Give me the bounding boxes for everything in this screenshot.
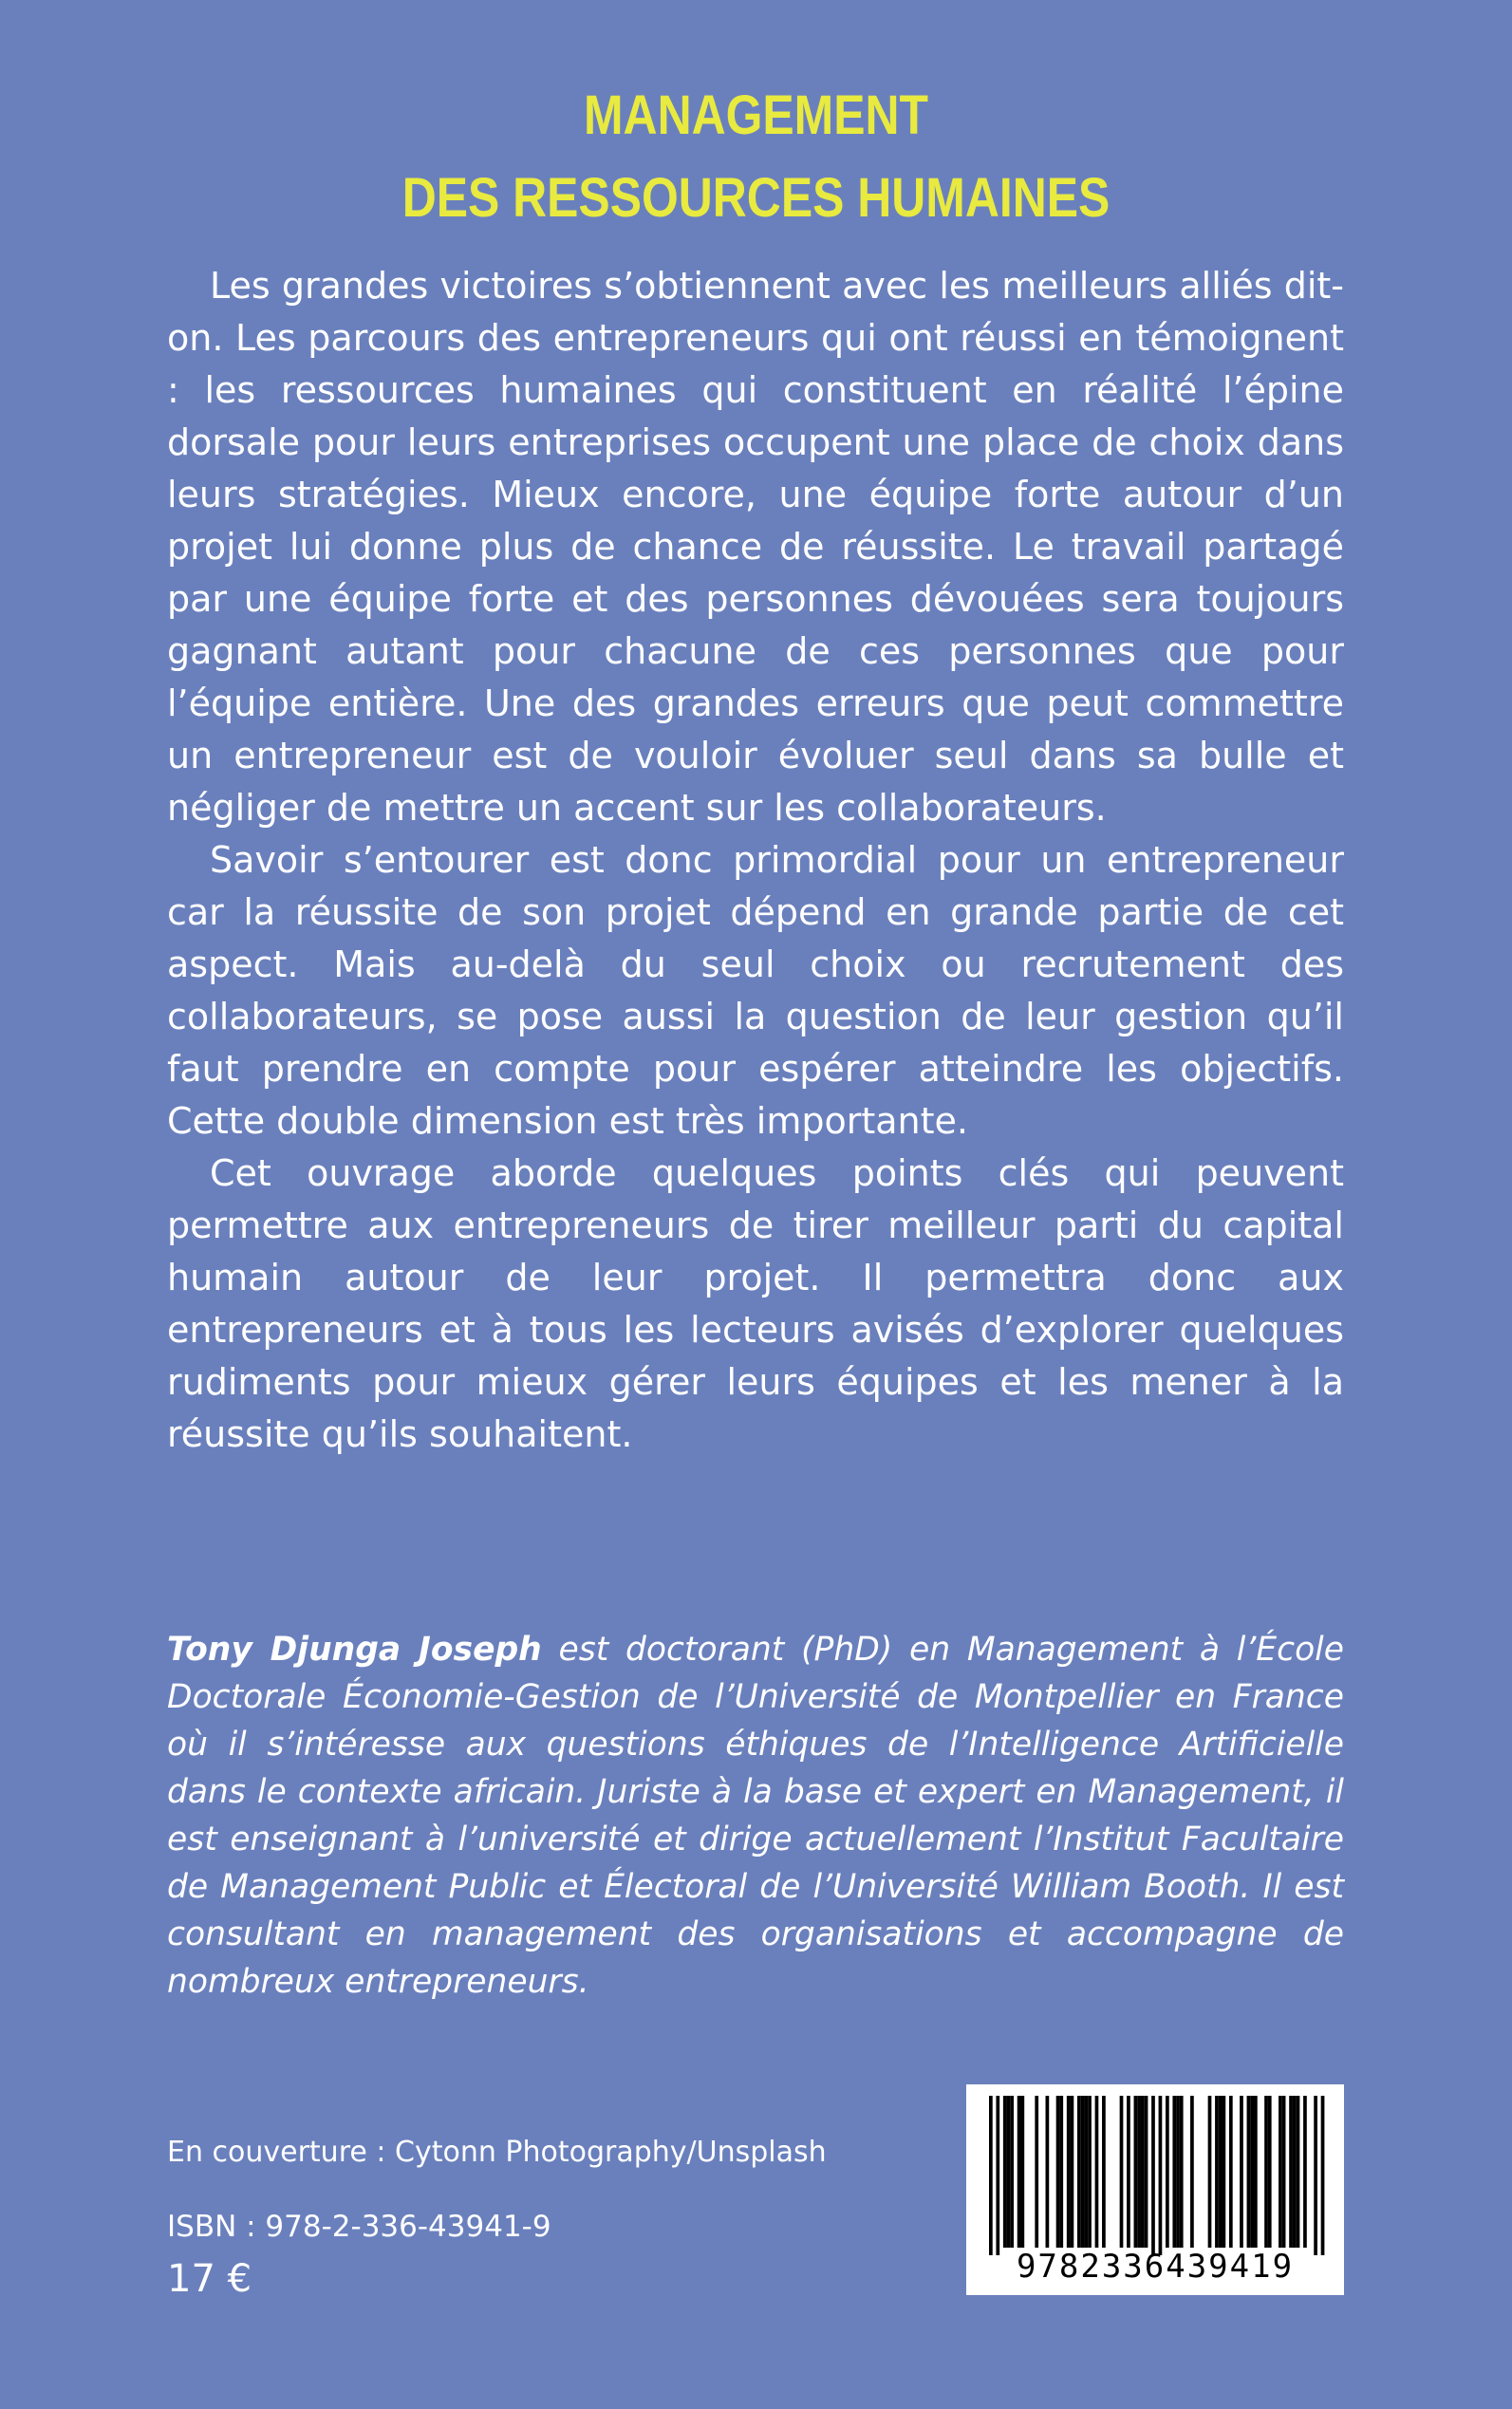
barcode-bar (1017, 2096, 1021, 2248)
barcode-bar (1282, 2096, 1286, 2248)
barcode-bar (1268, 2096, 1272, 2248)
barcode-bar (1247, 2096, 1251, 2248)
book-title (106, 74, 1407, 239)
price: 17 € (167, 2257, 252, 2301)
barcode-bar (1166, 2096, 1169, 2248)
barcode-bar (1219, 2096, 1223, 2248)
barcode-bar (1250, 2096, 1254, 2248)
barcode-bar (1176, 2096, 1180, 2248)
barcode-bar (1059, 2096, 1063, 2248)
barcode-bar (1067, 2096, 1071, 2248)
summary-paragraph-1: Les grandes victoires s’obtiennent avec les meilleurs alliés dit-on. Les parcours des entrepreneurs qui ont réussi en témoignent : les ressources humaines qui constituent en réalité l’épine dorsale pour leurs entreprises occupent une place de choix dans leurs stratégies. Mieux encore, une équipe forte autour d’un projet lui donne plus de chance de réussite. Le travail partagé par une équipe forte et des personnes dévouées sera toujours gagnant autant pour chacune de ces personnes que pour l’équipe entière. Une des grandes erreurs que peut commettre un entrepreneur est de vouloir évoluer seul dans sa bulle et négliger de mettre un accent sur les collaborateurs. (167, 265, 1344, 829)
barcode-bar (1145, 2096, 1148, 2248)
barcode-bar (1137, 2096, 1141, 2248)
barcode-bar (1279, 2096, 1282, 2248)
barcode-bar (1046, 2096, 1050, 2248)
barcode-bar (1084, 2096, 1088, 2248)
barcode-digits: 9782336439419 (1016, 2248, 1295, 2286)
barcode-bar (1172, 2096, 1176, 2248)
barcode-bar (1077, 2096, 1081, 2248)
barcode-bar (1215, 2096, 1219, 2248)
barcode-bar (1071, 2096, 1074, 2248)
barcode-bar (1088, 2096, 1092, 2248)
title-line-1: MANAGEMENT (583, 84, 929, 146)
barcode-bar (1180, 2096, 1184, 2248)
barcode-bar (1081, 2096, 1085, 2248)
author-bio (167, 1626, 1344, 2006)
barcode-bar (1297, 2096, 1300, 2248)
summary-paragraph-2: Savoir s’entourer est donc primordial pour un entrepreneur car la réussite de son projet dépend en grande partie de cet aspect. Mais au-delà du seul choix ou recrutement des collaborateurs, se pose aussi la question de leur gestion qu’il faut prendre en compte pour espérer atteindre les objectifs. Cette double dimension est très importante. (167, 839, 1344, 1142)
barcode-bar (1151, 2096, 1155, 2255)
barcode-bar (1208, 2096, 1212, 2248)
summary-text (167, 260, 1344, 1461)
barcode-bar (1240, 2096, 1243, 2248)
barcode-bar (1102, 2096, 1106, 2248)
isbn: ISBN : 978-2-336-43941-9 (167, 2210, 551, 2244)
barcode-bar (1303, 2096, 1307, 2248)
barcode-bar (989, 2096, 993, 2255)
barcode-bar (1035, 2096, 1038, 2248)
barcode-bar (1289, 2096, 1293, 2248)
barcode-bar (996, 2096, 999, 2255)
barcode-bar (1007, 2096, 1011, 2248)
barcode-bar (1141, 2096, 1145, 2248)
barcode-bar (1003, 2096, 1007, 2248)
barcode-bar (1127, 2096, 1130, 2248)
barcode-bar (1190, 2096, 1194, 2248)
barcode (966, 2084, 1344, 2295)
title-line-2: DES RESSOURCES HUMAINES (401, 167, 1111, 229)
cover-credit: En couverture : Cytonn Photography/Unsplash (167, 2136, 827, 2169)
barcode-bar (1134, 2096, 1138, 2248)
barcode-bar (1314, 2096, 1317, 2255)
barcode-bar (1254, 2096, 1258, 2248)
barcode-bar (1056, 2096, 1060, 2248)
barcode-bar (1293, 2096, 1297, 2248)
barcode-bar (1095, 2096, 1099, 2248)
author-name: Tony Djunga Joseph (167, 1631, 542, 1669)
summary-paragraph-3: Cet ouvrage aborde quelques points clés qui peuvent permettre aux entrepreneurs de tirer meilleur parti du capital humain autour de leur projet. Il permettra donc aux entrepreneurs et à tous les lecteurs avisés d’explorer quelques rudiments pour mieux gérer leurs équipes et les mener à la réussite qu’ils souhaitent. (167, 1152, 1344, 1455)
barcode-bar (1223, 2096, 1226, 2248)
barcode-bar (1120, 2096, 1124, 2248)
barcode-bar (1020, 2096, 1024, 2248)
barcode-bar (1264, 2096, 1268, 2248)
barcode-bar (1321, 2096, 1325, 2255)
author-bio-text: est doctorant (PhD) en Management à l’École Doctorale Économie-Gestion de l’Université de Montpellier en France où il s’intéresse aux questions éthiques de l’Intelligence Artificielle dans le contexte africain. Juriste à la base et expert en Management, il est enseignant à l’université et dirige actuellement l’Institut Facultaire de Management Public et Électoral de l’Université William Booth. Il est consultant en management des organisations et accompagne de nombreux entrepreneurs. (167, 1631, 1344, 2001)
barcode-bar (1159, 2096, 1163, 2255)
barcode-bar (1229, 2096, 1233, 2248)
barcode-bar (1010, 2096, 1014, 2248)
